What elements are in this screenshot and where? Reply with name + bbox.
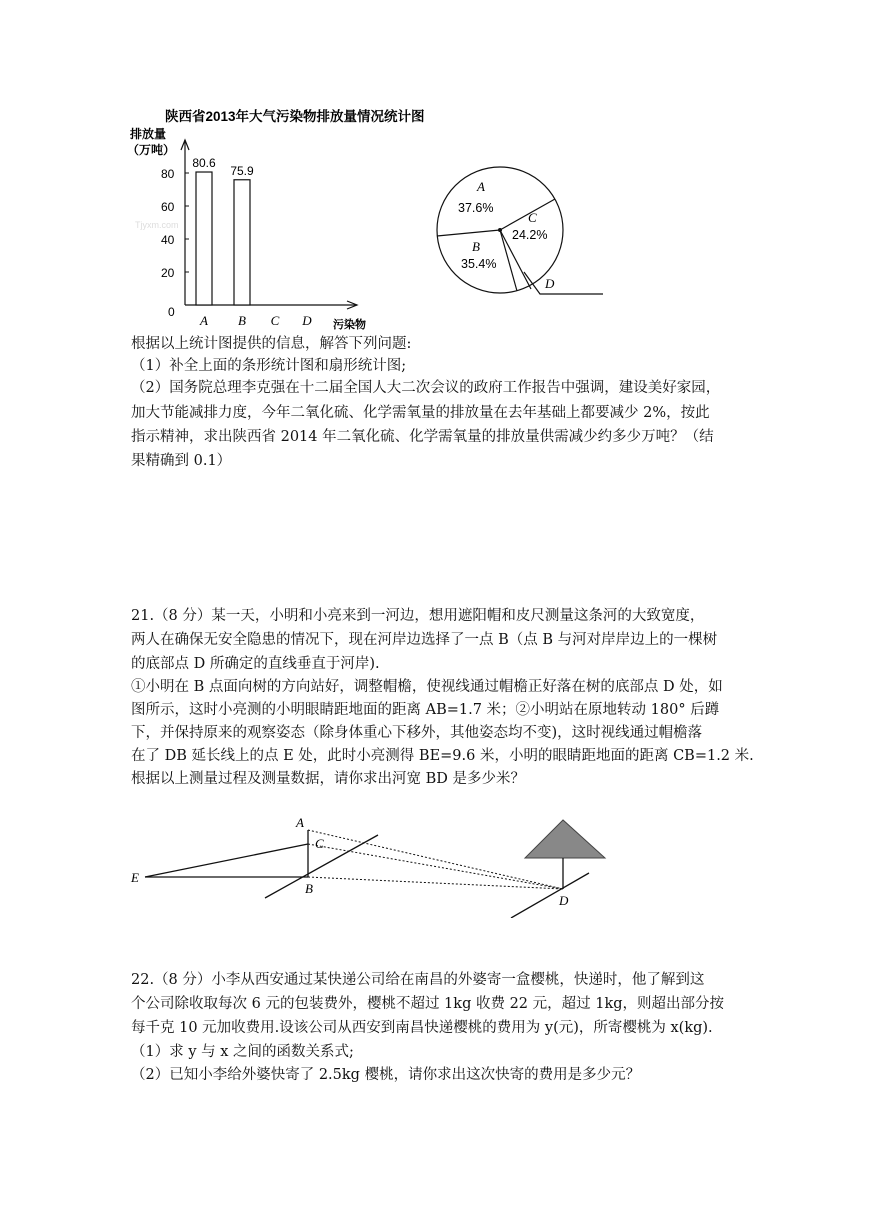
y-axis-unit: （万吨）: [127, 143, 176, 157]
point-label-d: D: [559, 893, 569, 908]
point-label-e: E: [131, 870, 139, 885]
x-category-label: C: [270, 313, 280, 328]
y-tick-label: 60: [161, 200, 175, 214]
pie-label-d: D: [545, 276, 555, 291]
pie-leader-d: [524, 272, 603, 294]
watermark: Tjyxm.com: [135, 220, 179, 230]
x-category-label: D: [302, 313, 312, 328]
q22-part2: （2）已知小李给外婆快寄了 2.5kg 樱桃，请你求出这次快寄的费用是多少元？: [131, 1067, 641, 1083]
point-label-b: B: [305, 881, 313, 896]
y-tick-label: 40: [161, 233, 175, 247]
bar-b: [234, 180, 250, 305]
q22-line3: 每千克 10 元加收费用.设该公司从西安到南昌快递樱桃的费用为 y(元)，所寄樱桃为 x(kg).: [131, 1020, 713, 1036]
x-axis-label: 污染物: [333, 319, 366, 331]
sightline-cd: [308, 844, 563, 889]
origin-label: 0: [168, 305, 175, 319]
line-bd: [308, 877, 563, 889]
chart-title: 陕西省2013年大气污染物排放量情况统计图: [165, 109, 425, 124]
pie-label-a: A: [477, 179, 485, 194]
q21-line2: 两人在确保无安全隐患的情况下，现在河岸边选择了一点 B（点 B 与河对岸岸边上的一棵树: [131, 632, 718, 648]
q20-part2-line4: 果精确到 0.1）: [131, 453, 232, 469]
q21-line1: 21.（8 分）某一天，小明和小亮来到一河边，想用遮阳帽和皮尺测量这条河的大致宽度，: [131, 608, 705, 624]
point-label-c: C: [315, 836, 324, 851]
bar-value-label: 80.6: [192, 156, 216, 171]
river-figure: [125, 808, 615, 918]
q20-part2-line1: （2）国务院总理李克强在十二届全国人大二次会议的政府工作报告中强调，建设美好家园，: [131, 380, 721, 396]
pie-pct-a: 37.6%: [458, 201, 494, 215]
y-axis-label: 排放量: [130, 127, 167, 141]
q20-part2-line3: 指示精神，求出陕西省 2014 年二氧化硫、化学需氧量的排放量供需减少约多少万吨？（结: [131, 429, 714, 445]
sightline-ec: [145, 844, 308, 877]
q20-part2-line2: 加大节能减排力度，今年二氧化硫、化学需氧量的排放量在去年基础上都要减少 2%，按此: [131, 405, 710, 421]
pie-divider-ab: [437, 230, 500, 236]
q21-line8: 根据以上测量过程及测量数据，请你求出河宽 BD 是多少米？: [131, 771, 525, 787]
q20-part1: （1）补全上面的条形统计图和扇形统计图;: [131, 358, 407, 374]
q22-line2: 个公司除收取每次 6 元的包装费外，樱桃不超过 1kg 收费 22 元，超过 1kg，则超出部分按: [131, 996, 725, 1012]
q21-line5: 图所示，这时小亮测的小明眼睛距地面的距离 AB=1.7 米；②小明站在原地转动 180° 后蹲: [131, 702, 720, 718]
bar-a: [196, 172, 212, 305]
point-label-a: A: [296, 815, 304, 830]
x-category-label: B: [238, 313, 246, 328]
pie-label-b: B: [472, 239, 480, 254]
y-tick-label: 20: [161, 266, 175, 280]
q21-line4: ①小明在 B 点面向树的方向站好，调整帽檐，使视线通过帽檐正好落在树的底部点 D 处，如: [131, 679, 723, 695]
pie-pct-c: 24.2%: [512, 228, 548, 242]
x-category-label: A: [200, 313, 208, 328]
bar-value-label: 75.9: [230, 163, 254, 178]
q20-intro: 根据以上统计图提供的信息，解答下列问题:: [131, 336, 412, 352]
q22-part1: （1）求 y 与 x 之间的函数关系式;: [131, 1044, 354, 1060]
q21-line7: 在了 DB 延长线上的点 E 处，此时小亮测得 BE=9.6 米，小明的眼睛距地面的距离 CB=1.2 米.: [131, 748, 754, 764]
bar-chart: [125, 100, 465, 335]
pie-chart: [425, 160, 615, 305]
pie-pct-b: 35.4%: [461, 257, 497, 271]
pie-label-c: C: [528, 210, 537, 225]
q22-line1: 22.（8 分）小李从西安通过某快递公司给在南昌的外婆寄一盒樱桃，快递时，他了解到这: [131, 972, 705, 988]
q21-line6: 下，并保持原来的观察姿态（除身体重心下移外，其他姿态均不变)，这时视线通过帽檐落: [131, 725, 703, 741]
pie-center: [498, 228, 502, 232]
tree-crown: [525, 820, 605, 858]
q21-line3: 的底部点 D 所确定的直线垂直于河岸).: [131, 656, 380, 672]
y-tick-label: 80: [161, 167, 175, 181]
sightline-ad: [308, 830, 563, 889]
